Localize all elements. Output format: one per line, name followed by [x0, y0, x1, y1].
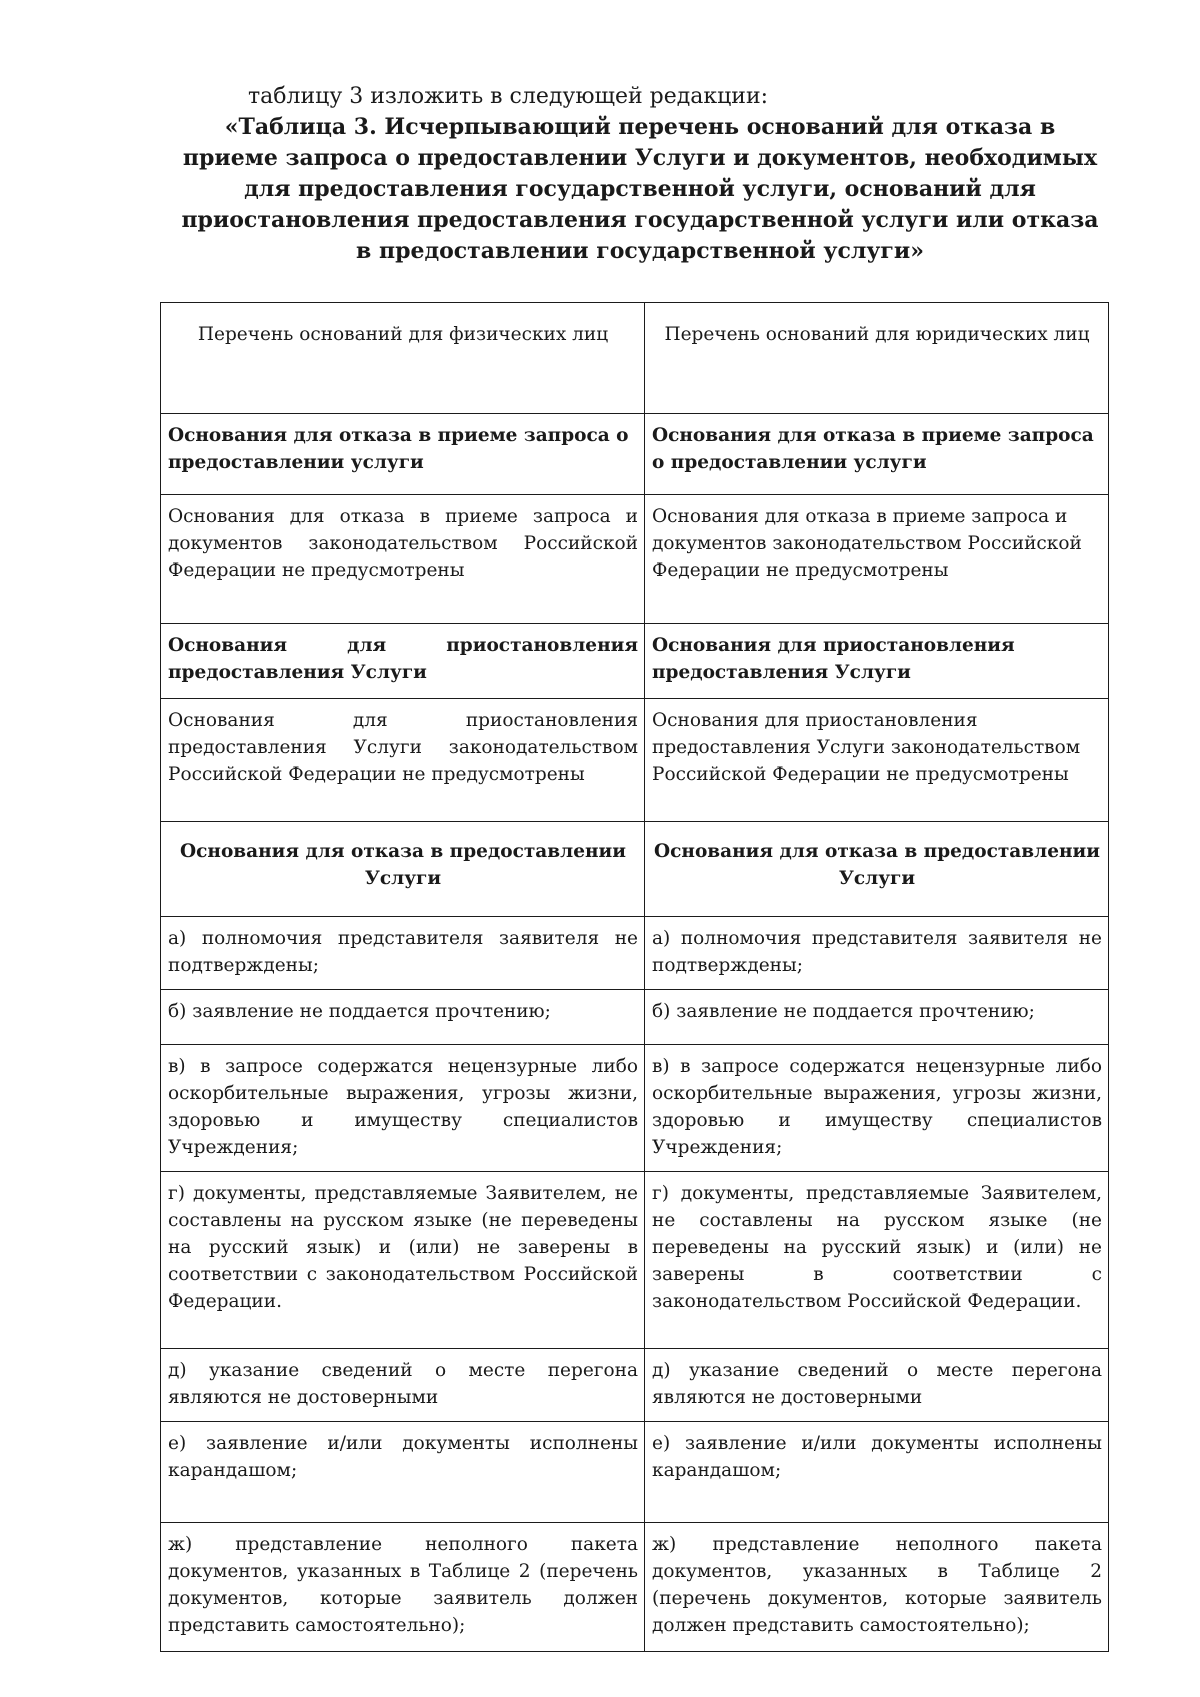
table-header-row	[161, 303, 1109, 414]
table-row	[161, 990, 1109, 1045]
table-row	[161, 1349, 1109, 1422]
table-title: «Таблица 3. Исчерпывающий перечень оснований для отказа в приеме запроса о предоставлении Услуги и документов, необходимых для предоставления государственной услуги, оснований для приостановления предоставления государственной услуги или отказа в предоставлении государственной услуги»	[181, 114, 1099, 264]
section-refusal-service-legal: Основания для отказа в предоставлении Услуги	[645, 822, 1109, 917]
cell-legal: е) заявление и/или документы исполнены карандашом;	[645, 1422, 1109, 1523]
section-refusal-acceptance-legal: Основания для отказа в приеме запроса о предоставлении услуги	[645, 414, 1109, 495]
cell-individuals: в) в запросе содержатся нецензурные либо оскорбительные выражения, угрозы жизни, здоровью и имуществу специалистов Учреждения;	[161, 1045, 645, 1172]
cell-individuals: г) документы, представляемые Заявителем, не составлены на русском языке (не переведены на русский язык) и (или) не заверены в соответствии с законодательством Российской Федерации.	[161, 1172, 645, 1349]
section-suspension-individuals: Основания для приостановления предоставления Услуги	[161, 624, 645, 699]
grounds-table	[160, 302, 1109, 1652]
cell-legal: а) полномочия представителя заявителя не подтверждены;	[645, 917, 1109, 990]
cell-individuals: а) полномочия представителя заявителя не подтверждены;	[161, 917, 645, 990]
table-row	[161, 624, 1109, 699]
header-legal-entities: Перечень оснований для юридических лиц	[645, 303, 1109, 414]
cell-individuals: ж) представление неполного пакета документов, указанных в Таблице 2 (перечень документов, которые заявитель должен представить самостоятельно);	[161, 1523, 645, 1652]
cell-individuals: б) заявление не поддается прочтению;	[161, 990, 645, 1045]
section-refusal-acceptance-individuals: Основания для отказа в приеме запроса о предоставлении услуги	[161, 414, 645, 495]
cell-individuals: Основания для приостановления предоставления Услуги законодательством Российской Федерации не предусмотрены	[161, 699, 645, 822]
header-individuals: Перечень оснований для физических лиц	[161, 303, 645, 414]
table-row	[161, 699, 1109, 822]
cell-legal: б) заявление не поддается прочтению;	[645, 990, 1109, 1045]
cell-individuals: е) заявление и/или документы исполнены карандашом;	[161, 1422, 645, 1523]
table-row	[161, 414, 1109, 495]
cell-legal: в) в запросе содержатся нецензурные либо оскорбительные выражения, угрозы жизни, здоровью и имуществу специалистов Учреждения;	[645, 1045, 1109, 1172]
section-refusal-service-individuals: Основания для отказа в предоставлении Услуги	[161, 822, 645, 917]
cell-legal: Основания для отказа в приеме запроса и документов законодательством Российской Федерации не предусмотрены	[645, 495, 1109, 624]
table-row	[161, 1523, 1109, 1652]
section-suspension-legal: Основания для приостановления предоставления Услуги	[645, 624, 1109, 699]
cell-legal: ж) представление неполного пакета документов, указанных в Таблице 2 (перечень документов, которые заявитель должен представить самостоятельно);	[645, 1523, 1109, 1652]
cell-individuals: Основания для отказа в приеме запроса и документов законодательством Российской Федерации не предусмотрены	[161, 495, 645, 624]
cell-legal: г) документы, представляемые Заявителем, не составлены на русском языке (не переведены на русский язык) и (или) не заверены в соответствии с законодательством Российской Федерации.	[645, 1172, 1109, 1349]
cell-individuals: д) указание сведений о месте перегона являются не достоверными	[161, 1349, 645, 1422]
table-row	[161, 1172, 1109, 1349]
cell-legal: Основания для приостановления предоставления Услуги законодательством Российской Федерации не предусмотрены	[645, 699, 1109, 822]
intro-text: таблицу 3 изложить в следующей редакции:	[248, 84, 769, 109]
table-row	[161, 917, 1109, 990]
table-row	[161, 1422, 1109, 1523]
table-row	[161, 822, 1109, 917]
table-row	[161, 1045, 1109, 1172]
cell-legal: д) указание сведений о месте перегона являются не достоверными	[645, 1349, 1109, 1422]
table-row	[161, 495, 1109, 624]
